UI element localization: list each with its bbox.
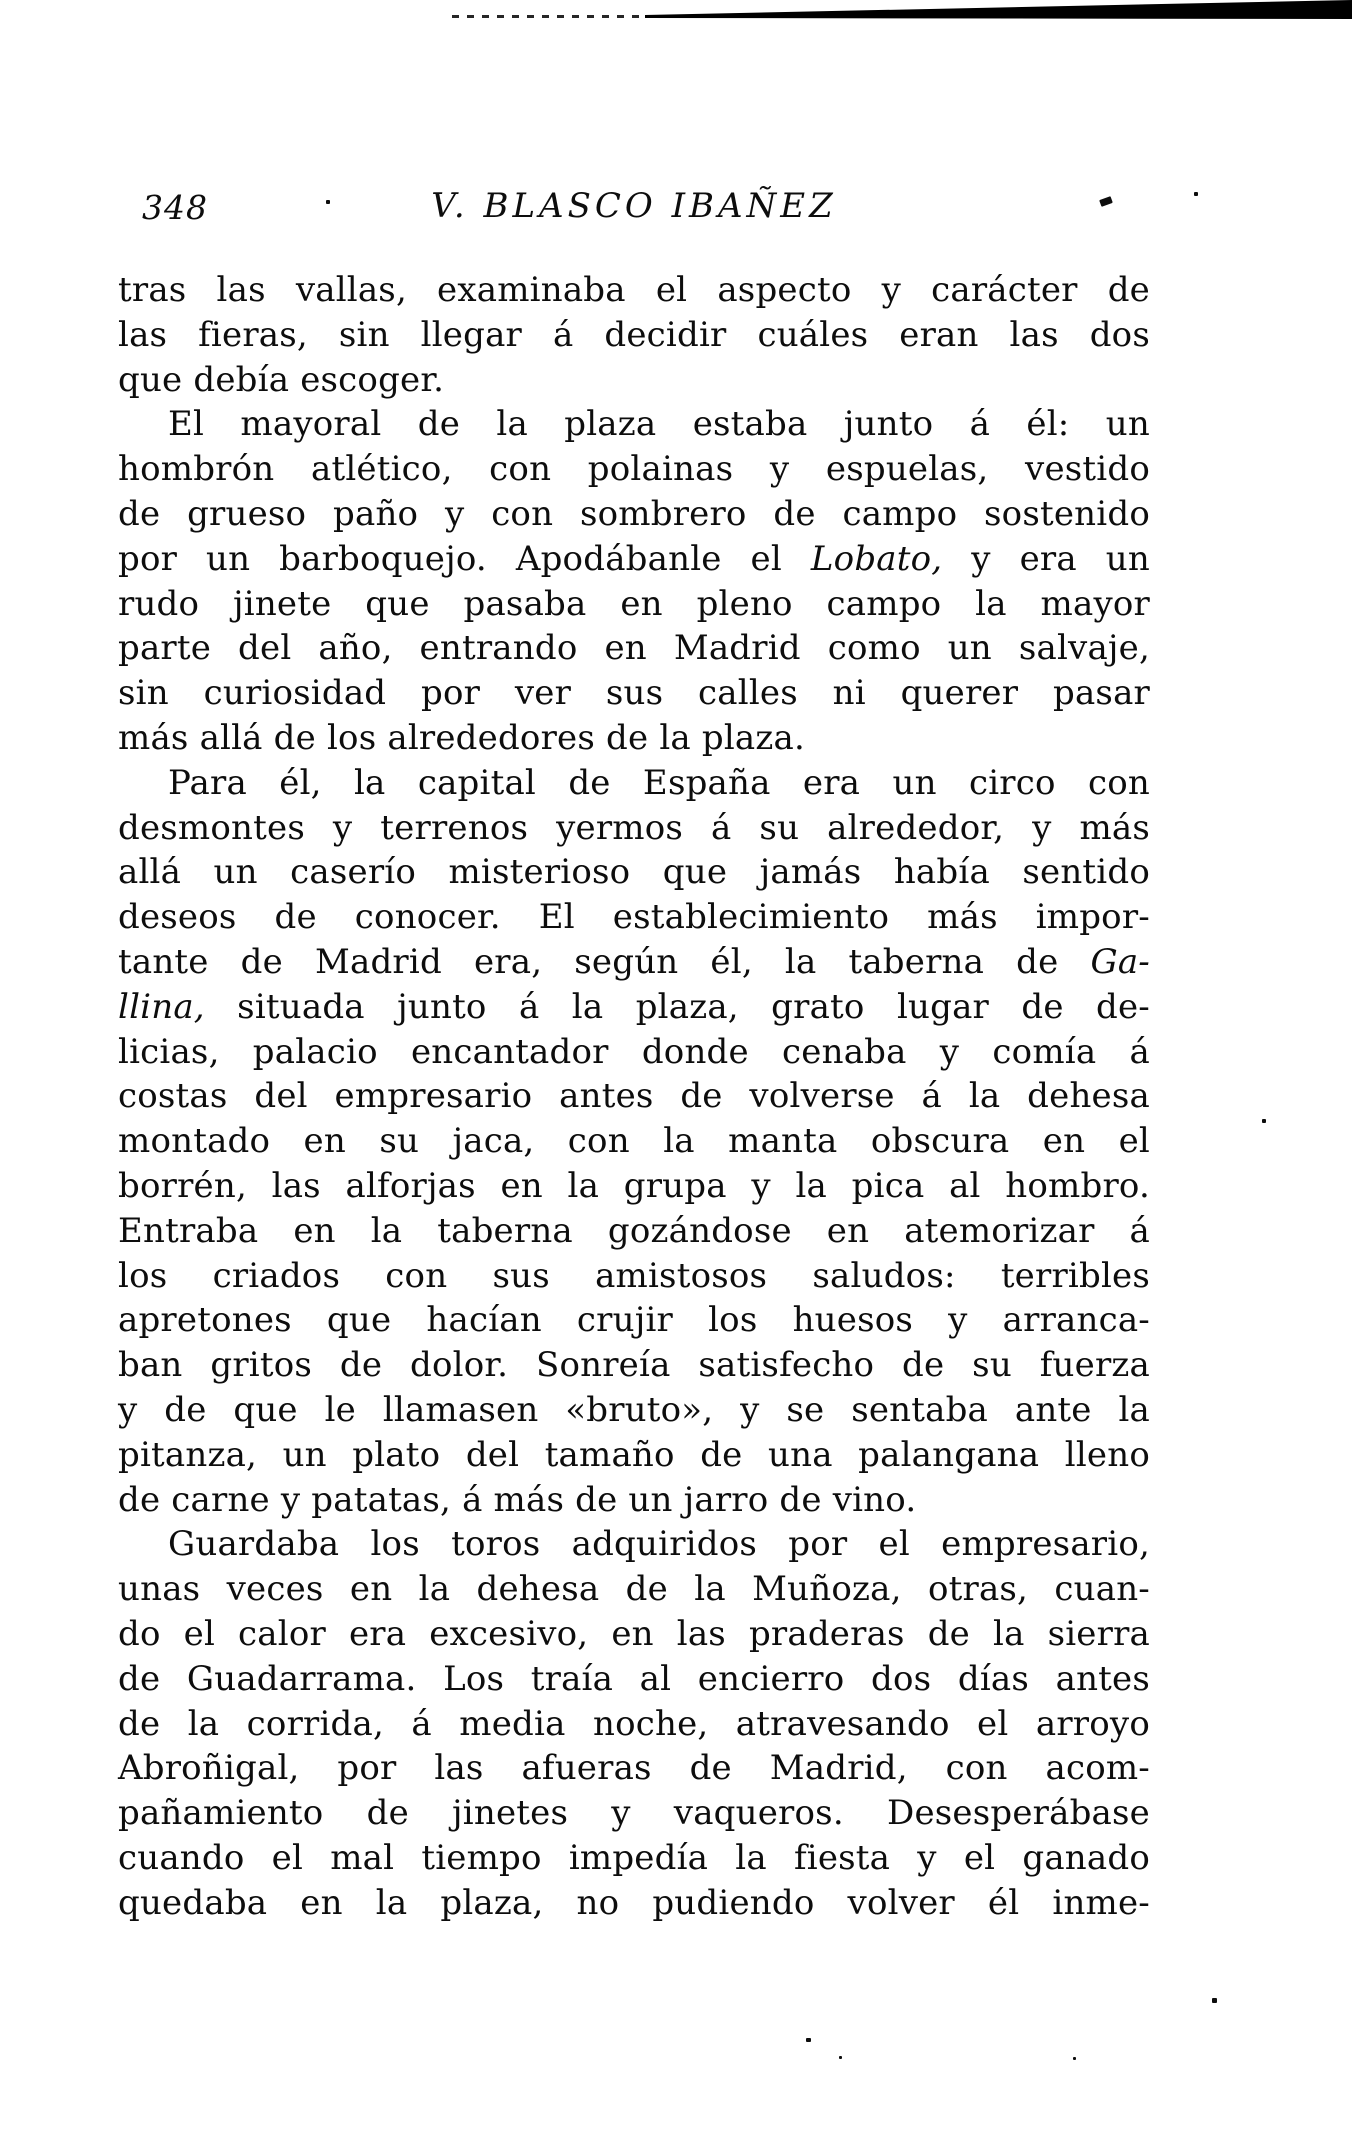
text-segment: Guardaba los toros adquiridos por el empresario, <box>168 1524 1150 1565</box>
paragraph <box>118 1522 1150 1925</box>
scan-speck <box>806 2038 811 2042</box>
text-line <box>118 313 1150 358</box>
text-line <box>118 1522 1150 1567</box>
text-segment: los criados con sus amistosos saludos: terribles <box>118 1255 1150 1296</box>
text-line <box>118 492 1150 537</box>
text-line <box>118 1388 1150 1433</box>
text-segment: más allá de los alrededores de la plaza. <box>118 717 805 758</box>
text-line <box>118 1209 1150 1254</box>
text-line <box>118 940 1150 985</box>
text-line <box>118 1612 1150 1657</box>
text-line <box>118 1164 1150 1209</box>
text-segment: hombrón atlético, con polainas y espuelas, vestido <box>118 449 1150 490</box>
text-line <box>118 1567 1150 1612</box>
text-segment: Entraba en la taberna gozándose en atemorizar á <box>118 1210 1150 1251</box>
text-line <box>118 1746 1150 1791</box>
text-line <box>118 1791 1150 1836</box>
text-line <box>118 1478 1150 1523</box>
text-line <box>118 895 1150 940</box>
text-segment: allá un caserío misterioso que jamás había sentido <box>118 852 1150 893</box>
text-line <box>118 761 1150 806</box>
text-line <box>118 985 1150 1030</box>
text-line <box>118 447 1150 492</box>
text-segment: pitanza, un plato del tamaño de una palangana lleno <box>118 1434 1150 1475</box>
text-segment: unas veces en la dehesa de la Muñoza, otras, cuan- <box>118 1569 1150 1610</box>
text-line <box>118 1119 1150 1164</box>
text-segment: parte del año, entrando en Madrid como un salvaje, <box>118 628 1150 669</box>
scan-speck <box>1073 2057 1076 2060</box>
text-line <box>118 1298 1150 1343</box>
text-segment: montado en su jaca, con la manta obscura en el <box>118 1121 1150 1162</box>
text-block <box>118 268 1150 1925</box>
text-segment: Para él, la capital de España era un circo con <box>168 762 1150 803</box>
text-line <box>118 1030 1150 1075</box>
text-segment: deseos de conocer. El establecimiento más impor- <box>118 897 1150 938</box>
text-segment: y de que le llamasen «bruto», y se sentaba ante la <box>118 1389 1150 1430</box>
paragraph <box>118 268 1150 402</box>
italic-text: llina, <box>118 986 205 1027</box>
text-segment: de carne y patatas, á más de un jarro de vino. <box>118 1479 917 1520</box>
paragraph <box>118 402 1150 760</box>
text-line <box>118 626 1150 671</box>
text-segment: costas del empresario antes de volverse á la dehesa <box>118 1076 1150 1117</box>
text-segment: situada junto á la plaza, grato lugar de de- <box>204 986 1150 1027</box>
text-line <box>118 1881 1150 1926</box>
text-line <box>118 358 1150 403</box>
text-line <box>118 402 1150 447</box>
text-segment: El mayoral de la plaza estaba junto á él: un <box>168 404 1150 445</box>
scan-speck <box>1194 192 1198 196</box>
running-title: V. BLASCO IBAÑEZ <box>431 186 837 226</box>
text-segment: quedaba en la plaza, no pudiendo volver él inme- <box>118 1882 1150 1923</box>
text-segment: sin curiosidad por ver sus calles ni querer pasar <box>118 673 1150 714</box>
text-segment: que debía escoger. <box>118 359 445 400</box>
text-line <box>118 806 1150 851</box>
text-segment: ban gritos de dolor. Sonreía satisfecho de su fuerza <box>118 1345 1150 1386</box>
text-segment: licias, palacio encantador donde cenaba y comía á <box>118 1031 1150 1072</box>
text-segment: desmontes y terrenos yermos á su alrededor, y más <box>118 807 1150 848</box>
text-segment: Abroñigal, por las afueras de Madrid, con acom- <box>118 1748 1150 1789</box>
text-segment: de Guadarrama. Los traía al encierro dos días antes <box>118 1658 1150 1699</box>
text-segment: borrén, las alforjas en la grupa y la pica al hombro. <box>118 1165 1150 1206</box>
text-line <box>118 1343 1150 1388</box>
text-segment: cuando el mal tiempo impedía la fiesta y el ganado <box>118 1837 1150 1878</box>
text-segment: apretones que hacían crujir los huesos y arranca- <box>118 1300 1150 1341</box>
text-segment: rudo jinete que pasaba en pleno campo la mayor <box>118 583 1150 624</box>
text-segment: tras las vallas, examinaba el aspecto y carácter de <box>118 270 1150 310</box>
text-line <box>118 671 1150 716</box>
italic-text: Ga- <box>1090 941 1150 982</box>
text-segment: tante de Madrid era, según él, la taberna de <box>118 941 1091 982</box>
text-line <box>118 1702 1150 1747</box>
italic-text: Lobato, <box>810 538 943 579</box>
text-segment: y era un <box>942 538 1150 579</box>
scan-artifact-bar <box>645 0 1352 20</box>
text-line <box>118 1433 1150 1478</box>
page-header <box>118 186 1150 230</box>
scan-speck <box>1262 1119 1266 1123</box>
scan-speck <box>1212 1998 1217 2003</box>
text-segment: por un barboquejo. Apodábanle el <box>118 538 811 579</box>
paragraph <box>118 761 1150 1523</box>
text-segment: de grueso paño y con sombrero de campo sostenido <box>118 493 1150 534</box>
text-segment: de la corrida, á media noche, atravesando el arroyo <box>118 1703 1150 1744</box>
text-line <box>118 1254 1150 1299</box>
text-line <box>118 1074 1150 1119</box>
scan-speck <box>839 2056 842 2059</box>
text-segment: pañamiento de jinetes y vaqueros. Desesperábase <box>118 1793 1150 1834</box>
text-line <box>118 716 1150 761</box>
text-line <box>118 582 1150 627</box>
text-line <box>118 268 1150 313</box>
text-segment: las fieras, sin llegar á decidir cuáles eran las dos <box>118 314 1150 355</box>
text-segment: do el calor era excesivo, en las praderas de la sierra <box>118 1613 1150 1654</box>
text-line <box>118 537 1150 582</box>
text-line <box>118 1836 1150 1881</box>
text-line <box>118 850 1150 895</box>
page-number: 348 <box>142 188 208 227</box>
text-line <box>118 1657 1150 1702</box>
scan-artifact-dashes <box>452 15 667 18</box>
